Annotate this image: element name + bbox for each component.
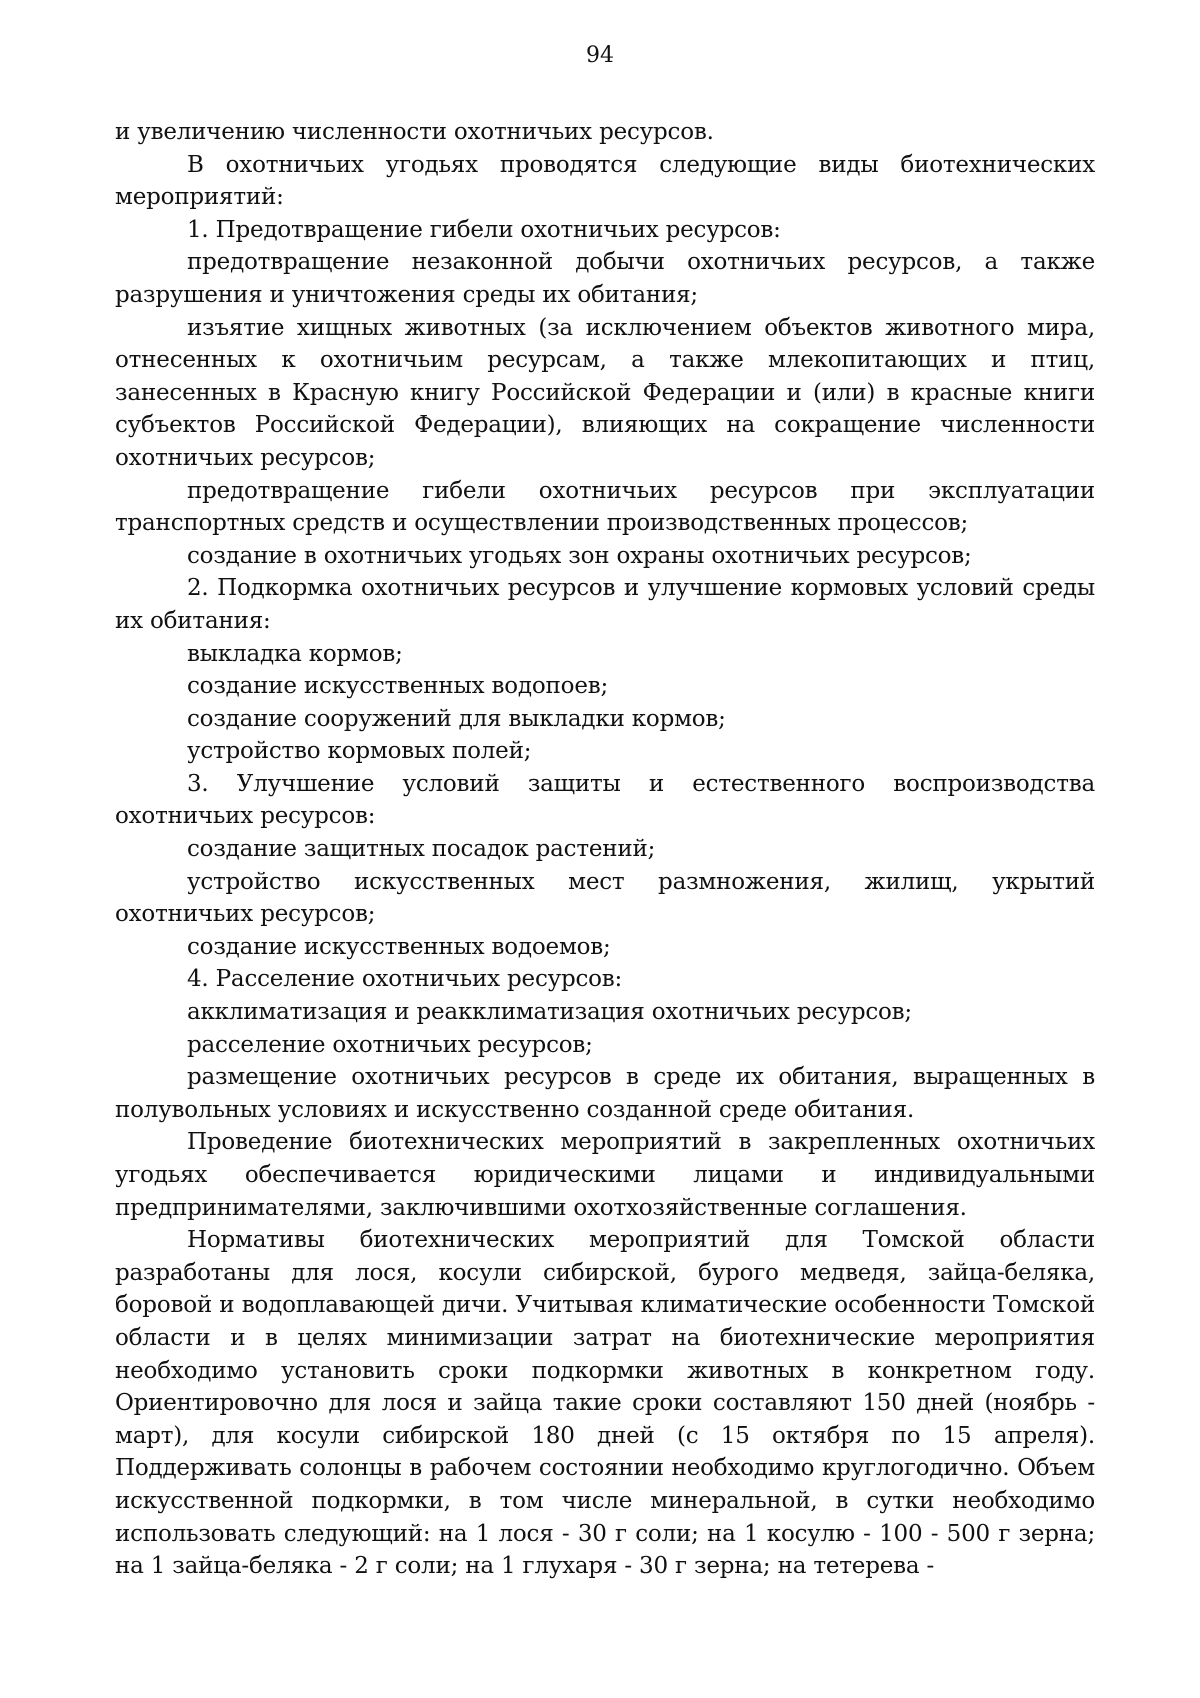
list-item: создание искусственных водопоев; [187, 673, 609, 700]
list-item: акклиматизация и реакклиматизация охотничьих ресурсов; [187, 999, 912, 1026]
paragraph-responsibility: Проведение биотехнических мероприятий в закрепленных охотничьих угодьях обеспечивается юридическими лицами и индивидуальными предпринимателями, заключившими охотхозяйственные соглашения. [115, 1129, 1095, 1221]
list-item: размещение охотничьих ресурсов в среде их обитания, выращенных в полувольных условиях и искусственно созданной среде обитания. [115, 1064, 1095, 1123]
section-heading-3: 3. Улучшение условий защиты и естественного воспроизводства охотничьих ресурсов: [115, 770, 1095, 830]
paragraph-norms: Нормативы биотехнических мероприятий для Томской области разработаны для лося, косули сибирской, бурого медведя, зайца-беляка, боровой и водоплавающей дичи. Учитывая климатические особенности Томской области и в целях минимизации затрат на биотехнические мероприятия необходимо установить сроки подкормки животных в конкретном году. Ориентировочно для лося и зайца такие сроки составляют 150 дней (ноябрь - март), для косули сибирской 180 дней (с 15 октября по 15 апреля). Поддерживать солонцы в рабочем состоянии необходимо круглогодично. Объем искусственной подкормки, в том числе минеральной, в сутки необходимо использовать следующий: на 1 лося - 30 г соли; на 1 косулю - 100 - 500 г зерна; на 1 зайца-беляка - 2 г соли; на 1 глухаря - 30 г зерна; на тетерева - [115, 1227, 1095, 1580]
section-heading-1: 1. Предотвращение гибели охотничьих ресурсов: [187, 216, 781, 243]
page-number: 94 [586, 43, 614, 68]
list-item: создание искусственных водоемов; [187, 933, 611, 960]
section-heading-4: 4. Расселение охотничьих ресурсов: [187, 966, 623, 993]
list-item: изъятие хищных животных (за исключением объектов животного мира, отнесенных к охотничьим ресурсам, а также млекопитающих и птиц, занесенных в Красную книгу Российской Федерации и (или) в красные книги субъектов Российской Федерации), влияющих на сокращение численности охотничьих ресурсов; [115, 314, 1095, 471]
paragraph-intro: В охотничьих угодьях проводятся следующие виды биотехнических мероприятий: [115, 151, 1095, 211]
document-body [115, 116, 1095, 1583]
section-heading-2: 2. Подкормка охотничьих ресурсов и улучшение кормовых условий среды их обитания: [115, 575, 1095, 634]
paragraph-continuation: и увеличению численности охотничьих ресурсов. [115, 119, 714, 145]
list-item: устройство искусственных мест размножения, жилищ, укрытий охотничьих ресурсов; [115, 868, 1095, 928]
list-item: устройство кормовых полей; [187, 738, 532, 765]
list-item: создание защитных посадок растений; [187, 836, 656, 863]
list-item: предотвращение гибели охотничьих ресурсов при эксплуатации транспортных средств и осуществлении производственных процессов; [115, 477, 1095, 537]
list-item: предотвращение незаконной добычи охотничьих ресурсов, а также разрушения и уничтожения среды их обитания; [115, 249, 1095, 308]
list-item: выкладка кормов; [187, 640, 403, 667]
list-item: создание в охотничьих угодьях зон охраны охотничьих ресурсов; [187, 542, 972, 569]
list-item: создание сооружений для выкладки кормов; [187, 705, 726, 732]
list-item: расселение охотничьих ресурсов; [187, 1031, 593, 1058]
